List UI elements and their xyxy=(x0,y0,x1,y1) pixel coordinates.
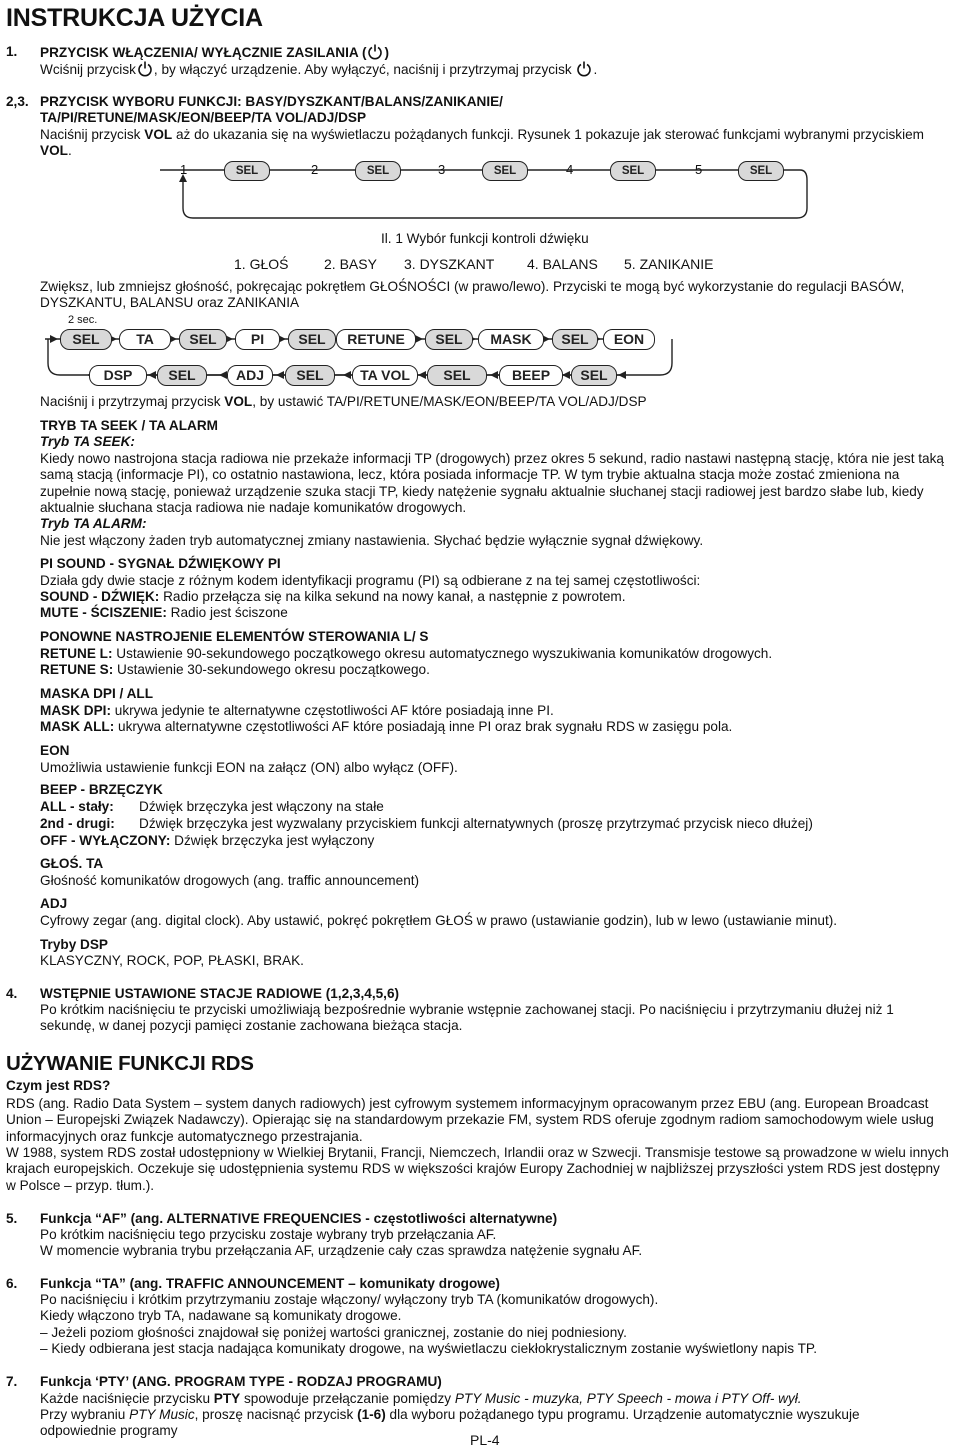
section-7-heading: Funkcja ‘PTY’ (ANG. PROGRAM TYPE - RODZAJ PROGRAMU) xyxy=(40,1374,442,1389)
fig2-r1-sel-3: SEL xyxy=(288,329,336,350)
retune-l: RETUNE L: Ustawienie 90-sekundowego początkowego okresu automatycznego wyszukiwania komunikatów drogowych. xyxy=(40,646,773,661)
beep-2nd-text: Dźwięk brzęczyka jest wyzwalany przyciskiem funkcji alternatywnych (proszę przytrzymać przycisk nieco dłużej) xyxy=(139,816,813,831)
section-4-text: Po krótkim naciśnięciu te przyciski umożliwiają bezpośrednie wybranie wstępnie zachowanej stacji. Po naciśnięciu i przytrzymaniu dłużej niż 1 sekundę, w danej pozycji pamięci zostanie zachowana bieżąca stacja. xyxy=(40,1002,894,1034)
section-23-heading-1: PRZYCISK WYBORU FUNKCJI: BASY/DYSZKANT/BALANS/ZANIKANIE/ xyxy=(40,94,503,109)
fig1-label-3: 3. DYSZKANT xyxy=(404,256,495,272)
fig1-sel-2: SEL xyxy=(355,161,401,181)
ta-alarm-subheading: Tryb TA ALARM: xyxy=(40,516,147,531)
eon-text: Umożliwia ustawienie funkcji EON na załącz (ON) albo wyłącz (OFF). xyxy=(40,760,458,775)
fig1-step-3: 3 xyxy=(438,162,446,177)
mask-all: MASK ALL: ukrywa alternatywne częstotliwości AF które posiadają inne PI oraz brak sygnału RDS w zasięgu pola. xyxy=(40,719,733,734)
adj-heading: ADJ xyxy=(40,896,68,911)
pi-text: Działa gdy dwie stacje z różnym kodem identyfikacji programu (PI) są odbierane z na tej samej częstotliwości: xyxy=(40,573,701,588)
fig2-r2-sel-1: SEL xyxy=(157,365,207,386)
beep-off: OFF - WYŁĄCZONY: Dźwięk brzęczyka jest wyłączony xyxy=(40,833,375,848)
retune-heading: PONOWNE NASTROJENIE ELEMENTÓW STEROWANIA L/ S xyxy=(40,629,429,644)
section-7-line-2: Przy wybraniu PTY Music, proszę nacisnąć przycisk (1-6) dla wyboru pożądanego typu programu. Urządzenie automatycznie wyszukuje xyxy=(40,1407,860,1422)
fig2-r1-pi: PI xyxy=(235,329,280,350)
fig2-r1-retune: RETUNE xyxy=(336,329,416,350)
beep-2nd-label: 2nd - drugi: xyxy=(40,816,115,831)
fig2-r1-eon: EON xyxy=(603,329,655,350)
figure-1-caption: Il. 1 Wybór funkcji kontroli dźwięku xyxy=(381,231,589,246)
section-1-heading: PRZYCISK WŁĄCZENIA/ WYŁĄCZNIE ZASILANIA ( ) xyxy=(40,45,390,60)
fig2-r2-sel-2: SEL xyxy=(285,365,335,386)
retune-s: RETUNE S: Ustawienie 30-sekundowego okresu początkowego. xyxy=(40,662,430,677)
power-icon xyxy=(575,61,593,77)
ta-seek-subheading: Tryb TA SEEK: xyxy=(40,434,135,449)
fig1-step-5: 5 xyxy=(695,162,703,177)
beep-all-text: Dźwięk brzęczyka jest włączony na stałe xyxy=(139,799,384,814)
fig1-sel-1: SEL xyxy=(224,161,270,181)
fig2-r1-ta: TA xyxy=(119,329,171,350)
section-5-line-1: Po krótkim naciśnięciu tego przycisku zostaje wybrany tryb przełączania AF. xyxy=(40,1227,497,1242)
page-number: PL-4 xyxy=(470,1432,500,1448)
section-5-line-2: W momencie wybrania trybu przełączania AF, urządzenie cały czas sprawdza natężenie sygnału AF. xyxy=(40,1243,643,1258)
section-1-number: 1. xyxy=(6,44,18,59)
fig2-r1-sel-5: SEL xyxy=(552,329,598,350)
power-icon xyxy=(136,61,154,77)
fig2-r1-mask: MASK xyxy=(478,329,544,350)
fig1-label-2: 2. BASY xyxy=(324,256,377,272)
pi-mute: MUTE - ŚCISZENIE: Radio jest ściszone xyxy=(40,605,288,620)
dsp-heading: Tryby DSP xyxy=(40,937,108,952)
hold-vol-text: Naciśnij i przytrzymaj przycisk VOL, by ustawić TA/PI/RETUNE/MASK/EON/BEEP/TA VOL/ADJ/DSP xyxy=(40,394,647,409)
eon-heading: EON xyxy=(40,743,70,758)
fig2-r1-sel-1: SEL xyxy=(60,329,112,350)
section-23-number: 2,3. xyxy=(6,94,29,109)
fig1-step-4: 4 xyxy=(566,162,574,177)
dsp-text: KLASYCZNY, ROCK, POP, PŁASKI, BRAK. xyxy=(40,953,304,968)
ta-heading: TRYB TA SEEK / TA ALARM xyxy=(40,418,218,433)
section-23-text: Naciśnij przycisk VOL aż do ukazania się na wyświetlaczu pożądanych funkcji. Rysunek 1 pokazuje jak sterować funkcjami wybranymi przyciskiem VOL. xyxy=(40,127,924,159)
section-4-heading: WSTĘPNIE USTAWIONE STACJE RADIOWE (1,2,3,4,5,6) xyxy=(40,986,400,1001)
rds-subheading: Czym jest RDS? xyxy=(6,1078,111,1093)
section-5-heading: Funkcja “AF” (ang. ALTERNATIVE FREQUENCIES - częstotliwości alternatywne) xyxy=(40,1211,558,1226)
rds-title: UŻYWANIE FUNKCJI RDS xyxy=(6,1052,254,1075)
ta-alarm-text: Nie jest włączony żaden tryb automatycznej zmiany nastawienia. Słychać będzie wyłącznie sygnał dźwiękowy. xyxy=(40,533,704,548)
fig2-r2-dsp: DSP xyxy=(89,365,147,386)
fig1-sel-4: SEL xyxy=(610,161,656,181)
fig1-step-2: 2 xyxy=(311,162,319,177)
ta-seek-text: Kiedy nowo nastrojona stacja radiowa nie przekaże informacji TP (drogowych) przez okres 5 sekund, radio nastawi następną stację, która nie jest taką samą stacją (informacje PI), co ostatnio nastawiona, lecz, która posiada informacje TP. W tym trybie aktualna stacja może zostać zmieniona na zupełnie nową stację, ponieważ urządzenie szuka stacji TP, kiedy natężenie sygnału aktualnie słuchanej stacji radiowej jest bardzo słabe lub, kiedy aktualnie słuchana stacja radiowa nie nadaje komunikatów drogowych. xyxy=(40,451,944,516)
volume-text: Zwiększ, lub zmniejsz głośność, pokręcając pokrętłem GŁOŚNOŚCI (w prawo/lewo). Przyciski te mogą być wykorzystanie do regulacji BASÓW, DYSZKANTU, BALANSU oraz ZANIKANIA xyxy=(40,279,905,311)
power-icon xyxy=(366,44,384,60)
pi-heading: PI SOUND - SYGNAŁ DŹWIĘKOWY PI xyxy=(40,556,281,571)
rds-text-1: RDS (ang. Radio Data System – system danych radiowych) jest cyfrowym systemem informacyjnym opracowanym przez EBU (ang. European Broadcast Union – Europejski Związek Nadawczy). Opierając się na standardowym przekazie FM, system RDS oferuje zgodnym radiom samochodowym wiele usług informacyjnych oraz funkcje automatycznego przestrajania. xyxy=(6,1096,934,1144)
fig2-r2-beep: BEEP xyxy=(499,365,563,386)
figure-1-loop xyxy=(0,158,960,228)
fig2-r2-adj: ADJ xyxy=(227,365,273,386)
section-7-number: 7. xyxy=(6,1374,18,1389)
section-4-number: 4. xyxy=(6,986,18,1001)
section-5-number: 5. xyxy=(6,1211,18,1226)
section-6-number: 6. xyxy=(6,1276,18,1291)
beep-heading: BEEP - BRZĘCZYK xyxy=(40,782,163,797)
glos-text: Głośność komunikatów drogowych (ang. traffic announcement) xyxy=(40,873,420,888)
adj-text: Cyfrowy zegar (ang. digital clock). Aby ustawić, pokręć pokrętłem GŁOŚ w prawo (ustawianie godzin), lub w lewo (ustawianie minut). xyxy=(40,913,838,928)
section-6-line-2: Kiedy włączono tryb TA, nadawane są komunikaty drogowe. xyxy=(40,1308,402,1323)
fig1-sel-5: SEL xyxy=(738,161,784,181)
section-6-line-3: – Jeżeli poziom głośności znajdował się poniżej wartości granicznej, zostanie do niej podniesiony. xyxy=(40,1325,627,1340)
glos-heading: GŁOŚ. TA xyxy=(40,856,104,871)
pi-sound: SOUND - DŹWIĘK: Radio przełącza się na kilka sekund na nowy kanał, a następnie z powrotem. xyxy=(40,589,626,604)
rds-text-2: W 1988, system RDS został udostępniony w Wielkiej Brytanii, Francji, Niemczech, Irlandii oraz w Szwecji. Transmisje testowe są prowadzone w wielu innych krajach europejskich. Oczekuje się udostępnienia systemu RDS w większości krajów Europy Zachodniej w najbliższej przyszłości ystem RDS jest dostępny w Polsce – przyp. tłum.). xyxy=(6,1145,949,1193)
mask-heading: MASKA DPI / ALL xyxy=(40,686,154,701)
mask-dpi: MASK DPI: ukrywa jedynie te alternatywne częstotliwości AF które posiadają inne PI. xyxy=(40,703,554,718)
fig2-hold-label: 2 sec. xyxy=(68,314,98,326)
fig1-step-1: 1 xyxy=(180,162,188,177)
section-6-line-1: Po naciśnięciu i krótkim przytrzymaniu zostaje włączony/ wyłączony tryb TA (komunikatów drogowych). xyxy=(40,1292,659,1307)
fig1-label-1: 1. GŁOŚ xyxy=(234,256,289,272)
section-7-line-1: Każde naciśnięcie przycisku PTY spowoduje przełączanie pomiędzy PTY Music - muzyka, PTY Speech - mowa i PTY Off- wył. xyxy=(40,1391,802,1406)
fig1-label-5: 5. ZANIKANIE xyxy=(624,256,714,272)
beep-all-label: ALL - stały: xyxy=(40,799,114,814)
page-title: INSTRUKCJA UŻYCIA xyxy=(6,4,263,32)
section-6-line-4: – Kiedy odbierana jest stacja nadająca komunikaty drogowe, na wyświetlaczu ciekłokrystalicznym zostanie wyświetlony napis TP. xyxy=(40,1341,817,1356)
section-6-heading: Funkcja “TA” (ang. TRAFFIC ANNOUNCEMENT – komunikaty drogowe) xyxy=(40,1276,500,1291)
section-7-line-3: odpowiednie programy xyxy=(40,1423,178,1438)
section-23-heading-2: TA/PI/RETUNE/MASK/EON/BEEP/TA VOL/ADJ/DSP xyxy=(40,110,367,125)
fig1-label-4: 4. BALANS xyxy=(527,256,598,272)
fig2-r1-sel-4: SEL xyxy=(425,329,473,350)
fig2-r1-sel-2: SEL xyxy=(179,329,227,350)
fig1-sel-3: SEL xyxy=(482,161,528,181)
fig2-r2-tavol: TA VOL xyxy=(352,365,418,386)
fig2-r2-sel-3: SEL xyxy=(427,365,487,386)
fig2-r2-sel-4: SEL xyxy=(571,365,617,386)
section-1-text: Wciśnij przycisk , by włączyć urządzenie. Aby wyłączyć, naciśnij i przytrzymaj przycisk . xyxy=(40,62,598,77)
